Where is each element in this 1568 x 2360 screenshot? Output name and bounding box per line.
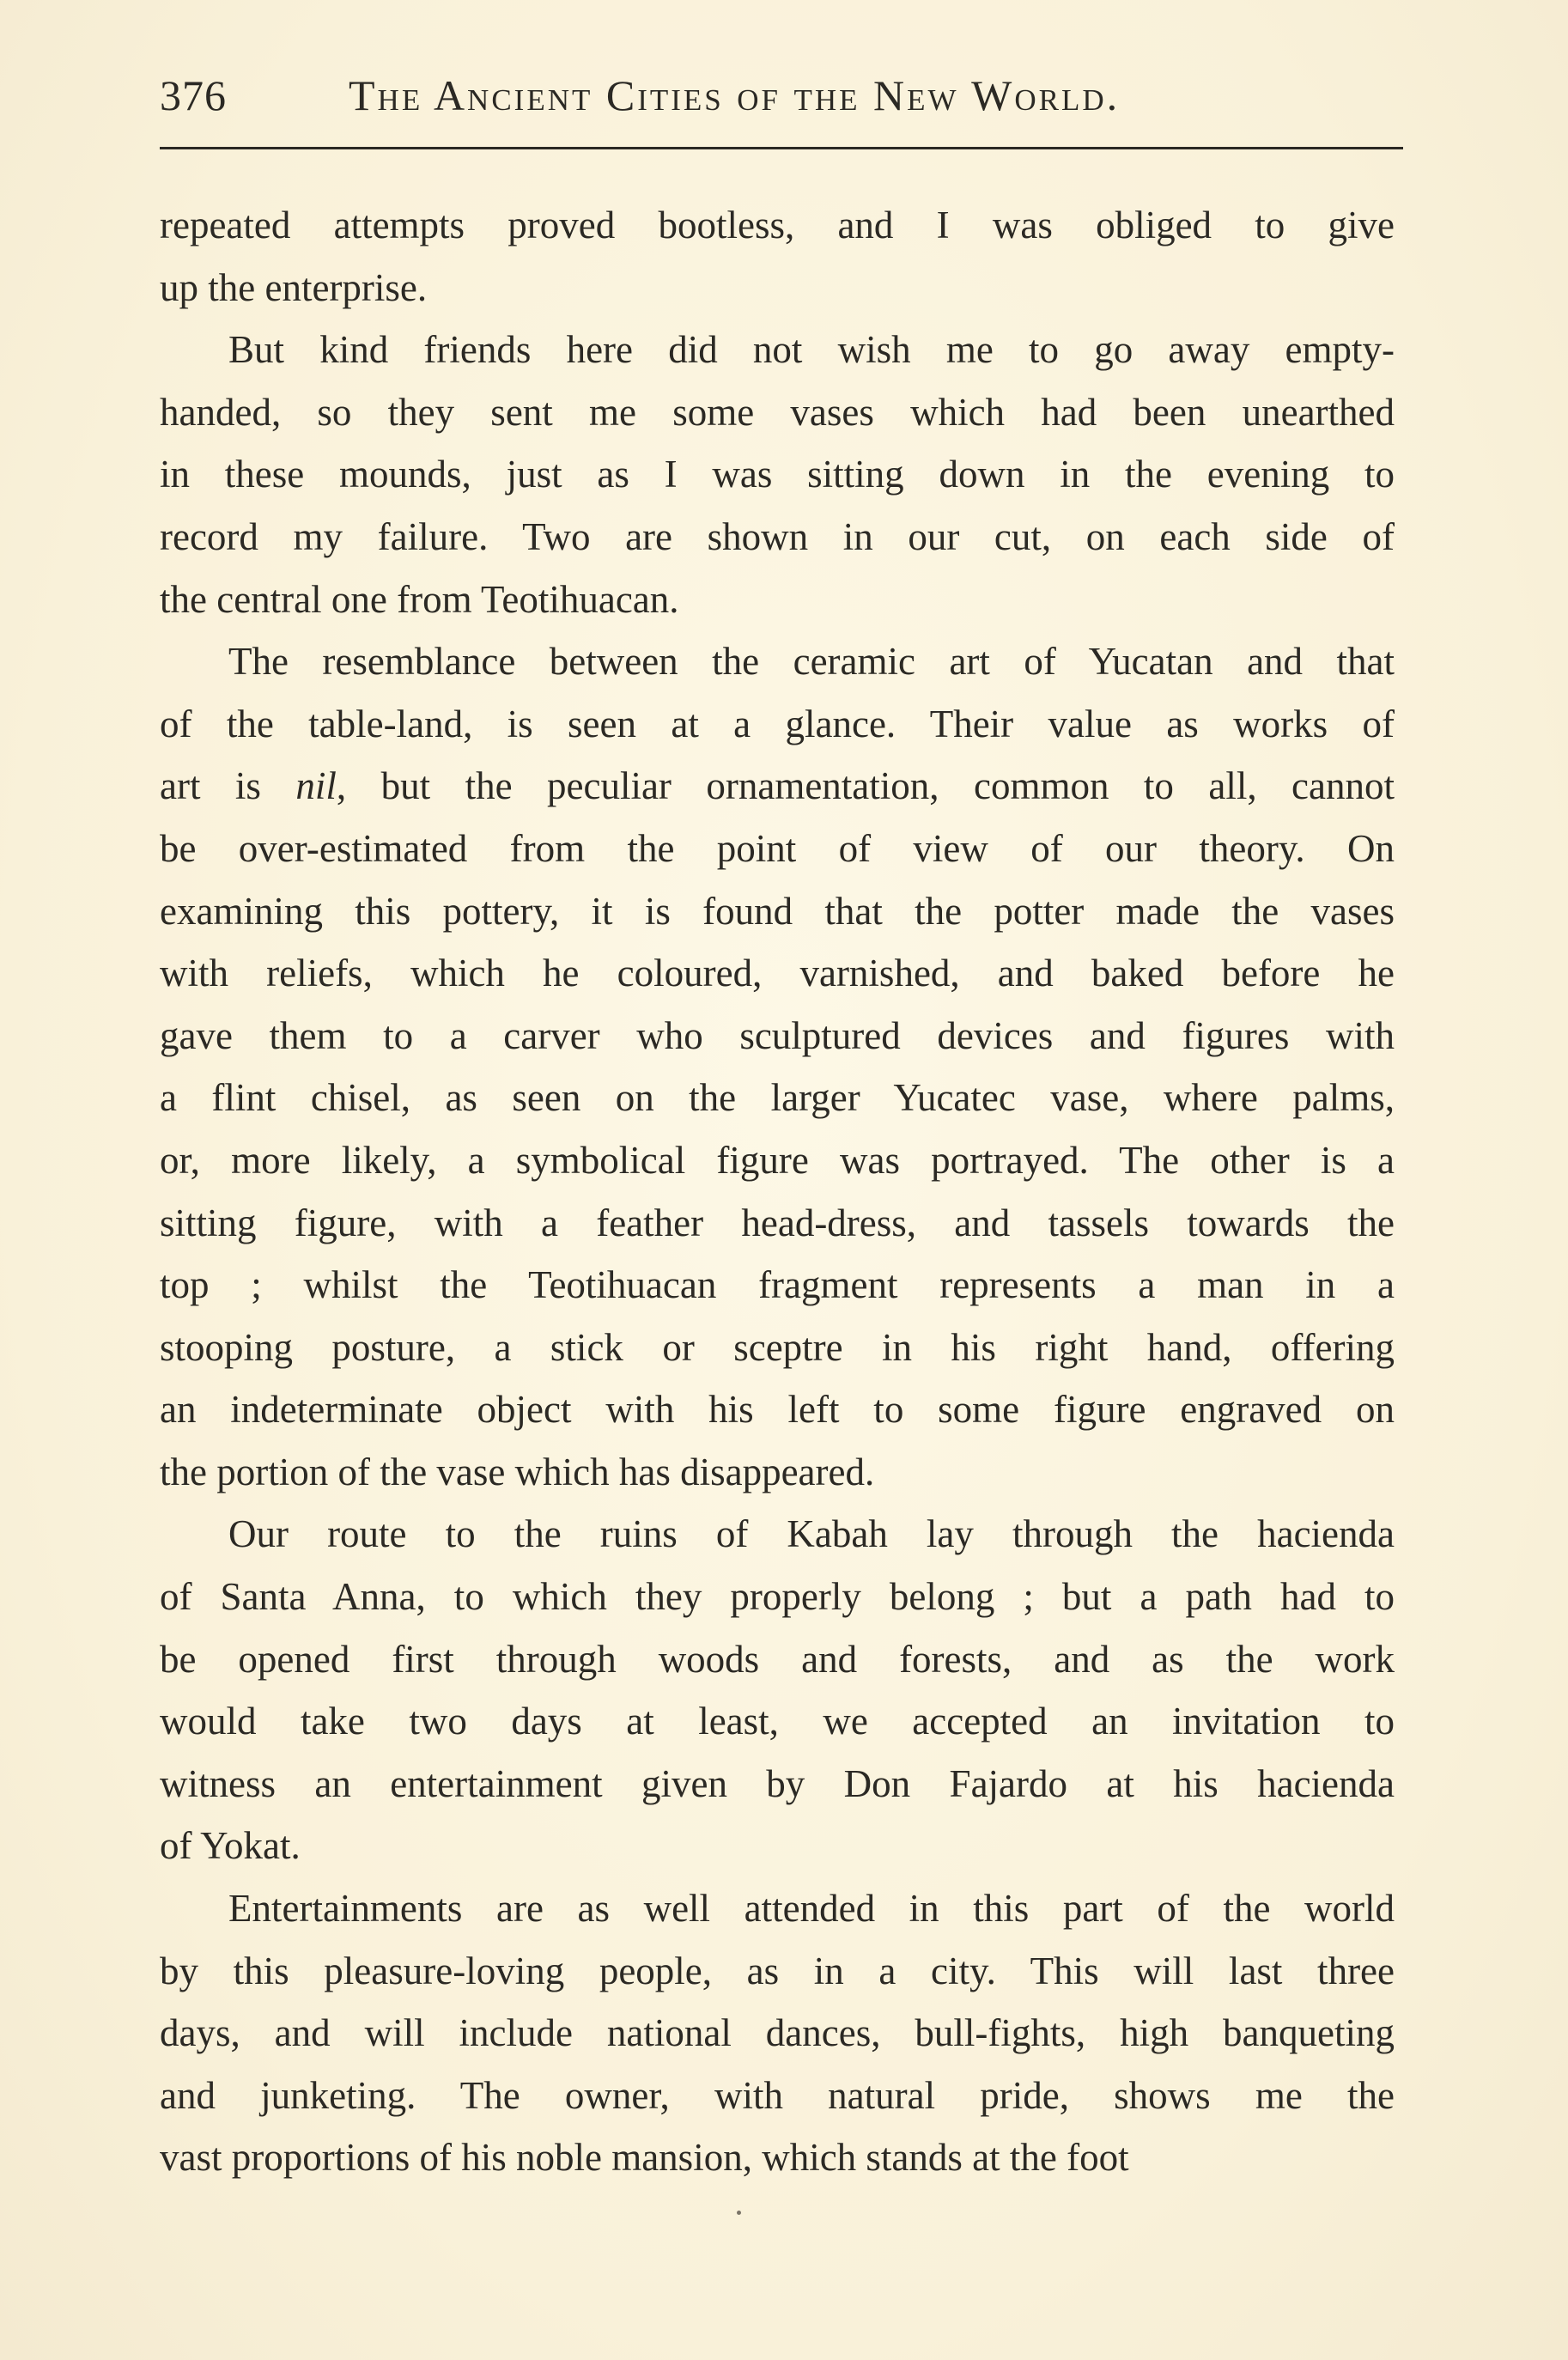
text-line: with reliefs, which he coloured, varnished, and baked before he bbox=[160, 952, 1395, 995]
text-line: Our route to the ruins of Kabah lay through the hacienda bbox=[228, 1512, 1395, 1556]
page-speck bbox=[737, 2211, 741, 2215]
text-line: repeated attempts proved bootless, and I was obliged to give bbox=[160, 204, 1395, 246]
text-line: art is nil, but the peculiar ornamentation, common to all, cannot bbox=[160, 764, 1395, 808]
text-line: days, and will include national dances, bull-fights, high banqueting bbox=[160, 2011, 1395, 2055]
text-line: The resemblance between the ceramic art of Yucatan and that bbox=[228, 640, 1395, 684]
text-line: the portion of the vase which has disappeared. bbox=[160, 1450, 875, 1493]
text-line: record my failure. Two are shown in our cut, on each side of bbox=[160, 514, 1395, 558]
text-line: the central one from Teotihuacan. bbox=[160, 577, 679, 621]
running-title: The Ancient Cities of the New World. bbox=[349, 71, 1121, 119]
text-line: in these mounds, just as I was sitting down in the evening to bbox=[160, 453, 1395, 496]
text-line: stooping posture, a stick or sceptre in his right hand, offering bbox=[160, 1325, 1395, 1369]
paragraph bbox=[160, 1877, 1395, 2189]
text-line: by this pleasure-loving people, as in a city. This will last three bbox=[160, 1949, 1395, 1992]
text-line: of Santa Anna, to which they properly belong ; but a path had to bbox=[160, 1575, 1395, 1619]
text-line: would take two days at least, we accepted an invitation to bbox=[160, 1700, 1395, 1743]
text-line: Entertainments are as well attended in this part of the world bbox=[228, 1887, 1395, 1931]
text-line: up the enterprise. bbox=[160, 265, 428, 309]
text-line: witness an entertainment given by Don Fajardo at his hacienda bbox=[160, 1761, 1395, 1805]
header-rule bbox=[160, 147, 1403, 149]
paragraph bbox=[160, 319, 1395, 630]
text-line: of the table-land, is seen at a glance. Their value as works of bbox=[160, 702, 1395, 745]
text-line: sitting figure, with a feather head-dress, and tassels towards the bbox=[160, 1201, 1395, 1244]
text-line: vast proportions of his noble mansion, which stands at the foot bbox=[160, 2136, 1129, 2180]
paragraph bbox=[160, 630, 1395, 1503]
text-line: gave them to a carver who sculptured devices and figures with bbox=[160, 1013, 1395, 1057]
text-line: But kind friends here did not wish me to go away empty- bbox=[228, 328, 1395, 372]
page-number: 376 bbox=[160, 71, 227, 119]
text-line: examining this pottery, it is found that the potter made the vases bbox=[160, 889, 1395, 933]
text-line: a flint chisel, as seen on the larger Yucatec vase, where palms, bbox=[160, 1076, 1395, 1120]
text-line: and junketing. The owner, with natural pride, shows me the bbox=[160, 2073, 1395, 2117]
body-text bbox=[160, 194, 1395, 2189]
text-line: of Yokat. bbox=[160, 1824, 301, 1868]
text-line: an indeterminate object with his left to some figure engraved on bbox=[160, 1388, 1395, 1432]
text-line: be over-estimated from the point of view of our theory. On bbox=[160, 826, 1395, 870]
running-header bbox=[160, 58, 1396, 127]
text-line: be opened first through woods and forests, and as the work bbox=[160, 1637, 1395, 1681]
paragraph bbox=[160, 1503, 1395, 1877]
text-line: or, more likely, a symbolical figure was portrayed. The other is a bbox=[160, 1138, 1395, 1182]
paragraph bbox=[160, 194, 1395, 319]
text-line: handed, so they sent me some vases which had been unearthed bbox=[160, 390, 1395, 434]
text-line: top ; whilst the Teotihuacan fragment represents a man in a bbox=[160, 1263, 1395, 1307]
